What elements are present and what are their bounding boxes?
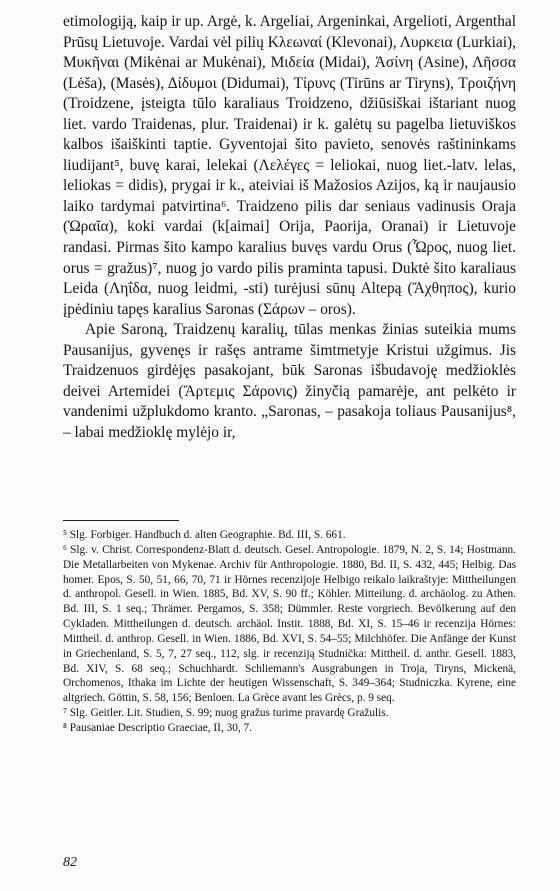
main-text [63, 12, 516, 443]
footnotes [63, 528, 516, 736]
paragraph-1: etimologiją, kaip ir up. Argė, k. Argeliai, Argeninkai, Argelioti, Argenthal Prūsų Lietuvoje. Vardai vėl pilių Κλεωναί (Klevonai), Λυρκεια (Lurkiai), Μυκῆναι (Mikėnai ar Mukėnai), Μιδεία (Midai), Ἀσίνη (Asine), Λῆσσα (Lėša), (Masės), Δίδυμοι (Didumai), Τίρυνς (Tirūns ar Tiryns), Τροιζήνη (Troidzene, įsteigta tūlo karaliaus Troidzeno, džiūsiškai ištariant nuog liet. vardo Traidenas, plur. Traidenai) ir k. galėtų su pagelba lietuviškos kalbos išaiškinti taptie. Gyventojai šito pavieto, senovės raštininkams liudijant⁵, buvę karai, lelekai (Λελέγες = leliokai, nuog liet.-latv. lelas, leliokas = didis), prygai ir k., ateiviai iš Mažosios Azijos, ką ir naujausio laiko tardymai patvirtina⁶. Traidzeno pilis dar seniaus vadinusis Oraja (Ὡραῖα), koki vardai (k[aimai] Orija, Paorija, Oranai) ir Lietuvoje randasi. Pirmas šito kampo karalius buvęs vardu Orus (Ὧρος, nuog liet. orus = gražus)⁷, nuog jo vardo pilis praminta tapusi. Duktė šito karaliaus Leida (Ληΐδα, nuog leidmi, -sti) turėjusi sūnų Altepą (Ἄχθηπος), kurio įpėdiniu tapęs karalius Saronas (Σάρων – oros). [63, 13, 516, 318]
page-number: 82 [63, 855, 77, 870]
footnote-8: ⁸ Pausaniae Descriptio Graeciae, II, 30, 7. [63, 721, 253, 734]
footnote-7: ⁷ Slg. Geitler. Lit. Studien, S. 99; nuog gražus turime pravardę Gražulis. [63, 707, 389, 720]
footnote-6: ⁶ Slg. v. Christ. Correspondenz-Blatt d. deutsch. Gesel. Antropologie. 1879, N. 2, S. 14; Hostmann. Die Metallarbeiten von Mykenae. Archiv für Anthropologie. 1880, Bd. II, S. 432, 445; Helbig. Das homer. Epos, S. 50, 51, 66, 70, 71 ir Hörnes recenzijoje Helbigo reikalo laikraštyje: Mittheilungen d. anthropol. Gesell. in Wien. 1885, Bd. XV, S. 90 ff.; Köhler. Mitteilung. d. archäolog. zu Athen. Bd. III, S. 1 seq.; Thrämer. Pergamos, S. 358; Dümmler. Reste vorgriech. Bevölkerung auf den Cykladen. Mittheilungen d. deutsch. archäol. Instit. 1888, Bd. XI, S. 15–46 ir recenzija Hörnes: Mittheil. d. anthrop. Gesell. in Wien. 1886, Bd. XVI, S. 54–55; Milchhöfer. Die Anfänge der Kunst in Griechenland, S. 5, 7, 27 seq., 112, slg. ir recenziją Studnička: Mittheil. d. anthr. Gesell. 1883, Bd. XIV, S. 68 seq.; Schuchhardt. Schliemann's Ausgrabungen in Troja, Tiryns, Mickenä, Orchomenos, Ithaka im Lichte der heutigen Wissenschaft, S. 349–364; Studniczka. Kyrene, eine altgriech. Göttin, S. 58, 156; Benloen. La Grèce avant les Grècs, p. 9 seq. [63, 543, 516, 705]
footnote-divider [63, 520, 179, 521]
paragraph-2: Apie Saroną, Traidzenų karalių, tūlas menkas žinias suteikia mums Pausanijus, gyvenęs ir rašęs antrame šimtmetyje Kristui užgimus. Jis Traidzenuos girdėjęs pasakojant, būk Saronas išbudavoję medžioklės deivei Artemidei (Ἄρτεμις Σάρονις) žinyčią pamarėje, ant pelkėto ir vandenimi užplukdomo kranto. „Saronas, – pasakoja toliaus Pausanijus⁸, – labai medžioklę mylėjo ir, [63, 321, 516, 441]
footnote-5: ⁵ Slg. Forbiger. Handbuch d. alten Geographie. Bd. III, S. 661. [63, 529, 346, 541]
